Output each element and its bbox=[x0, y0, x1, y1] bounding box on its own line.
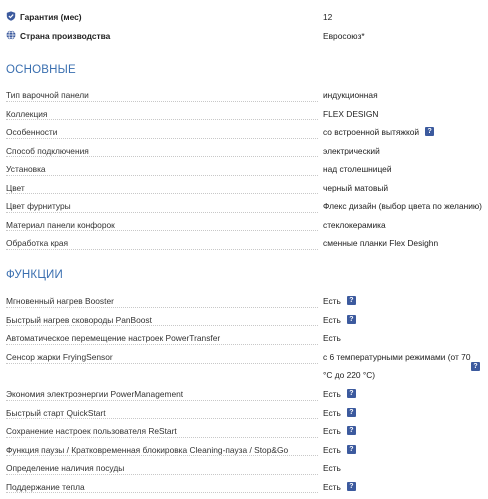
spec-row-country bbox=[6, 27, 482, 46]
spec-label: Материал панели конфорок bbox=[6, 219, 115, 230]
dotted-leader bbox=[6, 307, 318, 308]
spec-label: Определение наличия посуды bbox=[6, 463, 125, 473]
spec-label: Экономия электроэнергии PowerManagement bbox=[6, 389, 184, 399]
dotted-leader bbox=[6, 455, 318, 456]
spec-label: Тип варочной панели bbox=[6, 90, 89, 100]
spec-label: Мгновенный нагрев Booster bbox=[6, 296, 114, 306]
help-icon[interactable]: ? bbox=[347, 389, 356, 398]
section-title-functions: ФУНКЦИИ bbox=[6, 269, 63, 281]
spec-value-text: Есть bbox=[323, 444, 341, 455]
spec-row bbox=[6, 234, 482, 253]
spec-label: Установка bbox=[6, 164, 46, 174]
spec-value bbox=[323, 127, 434, 137]
dotted-leader bbox=[6, 175, 318, 176]
dotted-leader bbox=[6, 344, 318, 345]
spec-value bbox=[323, 315, 356, 325]
spec-label: Автоматическое перемещение настроек PowerTransfer bbox=[6, 333, 221, 343]
help-icon[interactable]: ? bbox=[425, 127, 434, 136]
help-icon[interactable]: ? bbox=[347, 408, 356, 417]
spec-value-text: Есть bbox=[323, 407, 341, 418]
spec-label: Обработка края bbox=[6, 238, 69, 248]
help-icon[interactable]: ? bbox=[347, 426, 356, 435]
spec-row bbox=[6, 197, 482, 216]
spec-value bbox=[323, 482, 356, 492]
spec-value: Есть bbox=[323, 463, 341, 473]
spec-value bbox=[323, 445, 356, 455]
spec-row bbox=[6, 160, 482, 179]
dotted-leader bbox=[6, 418, 318, 419]
spec-value bbox=[323, 389, 356, 399]
spec-row bbox=[6, 385, 482, 404]
spec-row bbox=[6, 86, 482, 105]
spec-row bbox=[6, 179, 482, 198]
spec-value-text: Есть bbox=[323, 389, 341, 399]
spec-row bbox=[6, 348, 482, 385]
spec-value: черный матовый bbox=[323, 182, 389, 193]
spec-value-line2: °С до 220 °С) bbox=[323, 369, 376, 380]
spec-value bbox=[323, 408, 356, 418]
dotted-leader bbox=[6, 249, 318, 250]
spec-row bbox=[6, 292, 482, 311]
spec-value-text: со встроенной вытяжкой bbox=[323, 127, 420, 137]
help-icon[interactable]: ? bbox=[347, 315, 356, 324]
spec-row bbox=[6, 105, 482, 124]
spec-label: Поддержание тепла bbox=[6, 481, 85, 492]
spec-value: Есть bbox=[323, 333, 341, 343]
spec-value-text: Есть bbox=[323, 426, 341, 436]
spec-row bbox=[6, 142, 482, 161]
spec-row bbox=[6, 123, 482, 142]
spec-row bbox=[6, 478, 482, 497]
spec-label: Коллекция bbox=[6, 108, 48, 119]
shield-check-icon bbox=[6, 11, 16, 21]
spec-row-warranty bbox=[6, 8, 482, 27]
dotted-leader bbox=[6, 101, 318, 102]
dotted-leader bbox=[6, 212, 318, 213]
spec-value: сменные планки Flex Desighn bbox=[323, 238, 439, 248]
spec-value: электрический bbox=[323, 145, 380, 156]
spec-label: Гарантия (мес) bbox=[20, 12, 82, 22]
dotted-leader bbox=[6, 363, 318, 364]
spec-label: Сенсор жарки FryingSensor bbox=[6, 351, 113, 362]
spec-row bbox=[6, 329, 482, 348]
spec-value: стеклокерамика bbox=[323, 219, 386, 230]
spec-label: Сохранение настроек пользователя ReStart bbox=[6, 426, 177, 436]
spec-value: FLEX DESIGN bbox=[323, 108, 379, 119]
spec-label: Страна производства bbox=[20, 30, 111, 41]
help-icon[interactable]: ? bbox=[347, 296, 356, 305]
spec-label: Цвет фурнитуры bbox=[6, 201, 71, 211]
spec-row bbox=[6, 216, 482, 235]
spec-label: Особенности bbox=[6, 127, 58, 137]
spec-value: 12 bbox=[323, 12, 333, 22]
help-icon[interactable]: ? bbox=[347, 482, 356, 491]
spec-label: Быстрый нагрев сковороды PanBoost bbox=[6, 314, 152, 325]
dotted-leader bbox=[6, 138, 318, 139]
spec-row bbox=[6, 441, 482, 460]
dotted-leader bbox=[6, 492, 318, 493]
dotted-leader bbox=[6, 119, 318, 120]
spec-row bbox=[6, 311, 482, 330]
spec-value bbox=[323, 296, 356, 306]
spec-value: Евросоюз* bbox=[323, 30, 365, 41]
dotted-leader bbox=[6, 193, 318, 194]
spec-value: индукционная bbox=[323, 90, 378, 100]
spec-value-text: Есть bbox=[323, 481, 341, 492]
dotted-leader bbox=[6, 400, 318, 401]
section-title-main: ОСНОВНЫЕ bbox=[6, 64, 76, 76]
globe-icon bbox=[6, 30, 16, 40]
spec-value-text: Есть bbox=[323, 296, 341, 306]
dotted-leader bbox=[6, 230, 318, 231]
spec-row bbox=[6, 404, 482, 423]
help-icon[interactable]: ? bbox=[471, 362, 480, 371]
spec-label: Быстрый старт QuickStart bbox=[6, 407, 106, 418]
spec-label: Цвет bbox=[6, 182, 25, 193]
spec-value-text: Есть bbox=[323, 314, 341, 325]
help-icon[interactable]: ? bbox=[347, 445, 356, 454]
dotted-leader bbox=[6, 325, 318, 326]
spec-value: Флекс дизайн (выбор цвета по желанию) bbox=[323, 201, 482, 211]
dotted-leader bbox=[6, 156, 318, 157]
dotted-leader bbox=[6, 437, 318, 438]
spec-row bbox=[6, 422, 482, 441]
dotted-leader bbox=[6, 474, 318, 475]
spec-value bbox=[323, 426, 356, 436]
spec-value: над столешницей bbox=[323, 164, 392, 174]
spec-row bbox=[6, 459, 482, 478]
spec-label: Способ подключения bbox=[6, 145, 89, 156]
spec-value: с 6 температурными режимами (от 70 bbox=[323, 351, 471, 362]
spec-label: Функция паузы / Кратковременная блокировка Cleaning-пауза / Stop&Go bbox=[6, 444, 289, 455]
